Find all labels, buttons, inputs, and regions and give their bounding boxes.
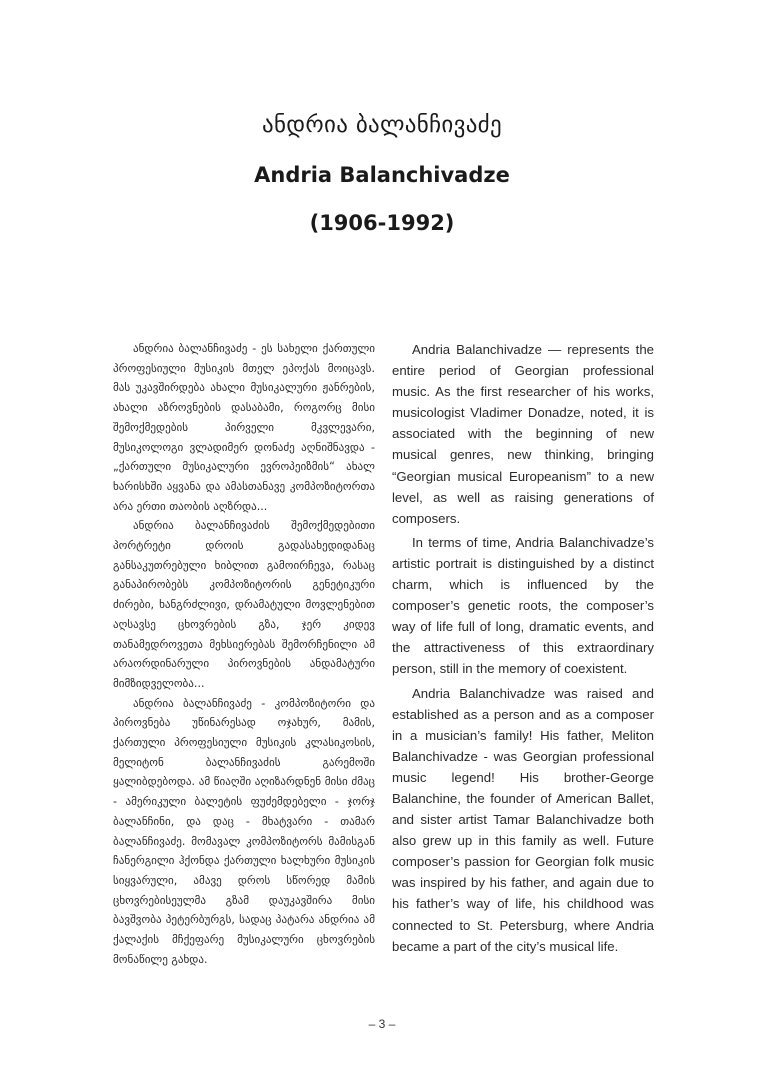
title-years: (1906-1992) [309, 211, 455, 235]
english-paragraph: Andria Balanchivadze — represents the entire period of Georgian professional music. As the first researcher of his works, musicologist Vladimer Donadze, noted, it is associated with the beginning of new musical genres, new thinking, bringing “Georgian musical Europeanism” to a new level, as well as raising generations of composers. [392, 342, 654, 526]
georgian-text-column [113, 339, 375, 970]
title-english: Andria Balanchivadze [254, 163, 510, 187]
page-number: – 3 – [368, 1017, 396, 1031]
georgian-paragraph: ანდრია ბალანჩივაძის შემოქმედებითი პორტრეტი დროის გადასახედიდანაც განსაკუთრებული ხიბლით გამოირჩევა, რასაც განაპირობებს კომპოზიტორის გენეტიკური ძირები, ხანგრძლივი, დრამატული მოვლენებით აღსავსე ცხოვრების გზა, ჯერ კიდევ თანამედროვეთა მეხსიერებას შემორჩენილი ამ არაორდინარული პიროვნების ანდამატური მიმზიდველობა... [113, 519, 375, 690]
georgian-paragraph: ანდრია ბალანჩივაძე - ეს სახელი ქართული პროფესიული მუსიკის მთელ ეპოქას მოიცავს. მას უკავშირდება ახალი მუსიკალური ჟანრების, ახალი აზროვნების დასაბამი, როგორც მისი შემოქმედების პირველი მკვლევარი, მუსიკოლოგი ვლადიმერ დონაძე აღნიშნავდა -„ქართული მუსიკალური ევროპეიზმის“ ახალ ხარისხში აყვანა და ამასთანავე კომპოზიტორთა არა ერთი თაობის აღზრდა... [113, 342, 375, 513]
english-text-column [392, 339, 654, 960]
title-georgian: ანდრია ბალანჩივაძე [262, 112, 502, 138]
georgian-paragraph: ანდრია ბალანჩივაძე - კომპოზიტორი და პიროვნება უწინარესად ოჯახურ, მამის, ქართული პროფესიული მუსიკის კლასიკოსის, მელიტონ ბალანჩივაძის გარემოში ყალიბდებოდა. ამ წიაღში აღიზარდნენ მისი ძმაც - ამერიკული ბალეტის ფუძემდებელი - ჯორჯ ბალანჩინი, და დაც - მხატვარი - თამარ ბალანჩივაძე. მომავალ კომპოზიტორს მამისგან ჩანერგილი ჰქონდა ქართული ხალხური მუსიკის სიყვარული, ამავე დროს სწორედ მამის ცხოვრებისეულმა გზამ დაუკავშირა მისი ბავშვობა პეტერბურგს, სადაც პატარა ანდრია ამ ქალაქის მჩქეფარე მუსიკალური ცხოვრების მონაწილე გახდა. [113, 696, 375, 966]
title-block [0, 110, 764, 237]
english-paragraph: In terms of time, Andria Balanchivadze’s artistic portrait is distinguished by a distinct charm, which is influenced by the composer’s genetic roots, the composer’s way of life full of long, dramatic events, and the attractiveness of this extraordinary person, still in the memory of coexistent. [392, 534, 654, 677]
english-paragraph: Andria Balanchivadze was raised and established as a person and as a composer in a musician’s family! His father, Meliton Balanchivadze - was Georgian professional music legend! His brother-George Balanchine, the founder of American Ballet, and sister artist Tamar Balanchivadze both also grew up in this family as well. Future composer’s passion for Georgian folk music was inspired by his father, and again due to his father’s way of life, his childhood was connected to St. Petersburg, where Andria became a part of the city’s musical life. [392, 685, 654, 954]
